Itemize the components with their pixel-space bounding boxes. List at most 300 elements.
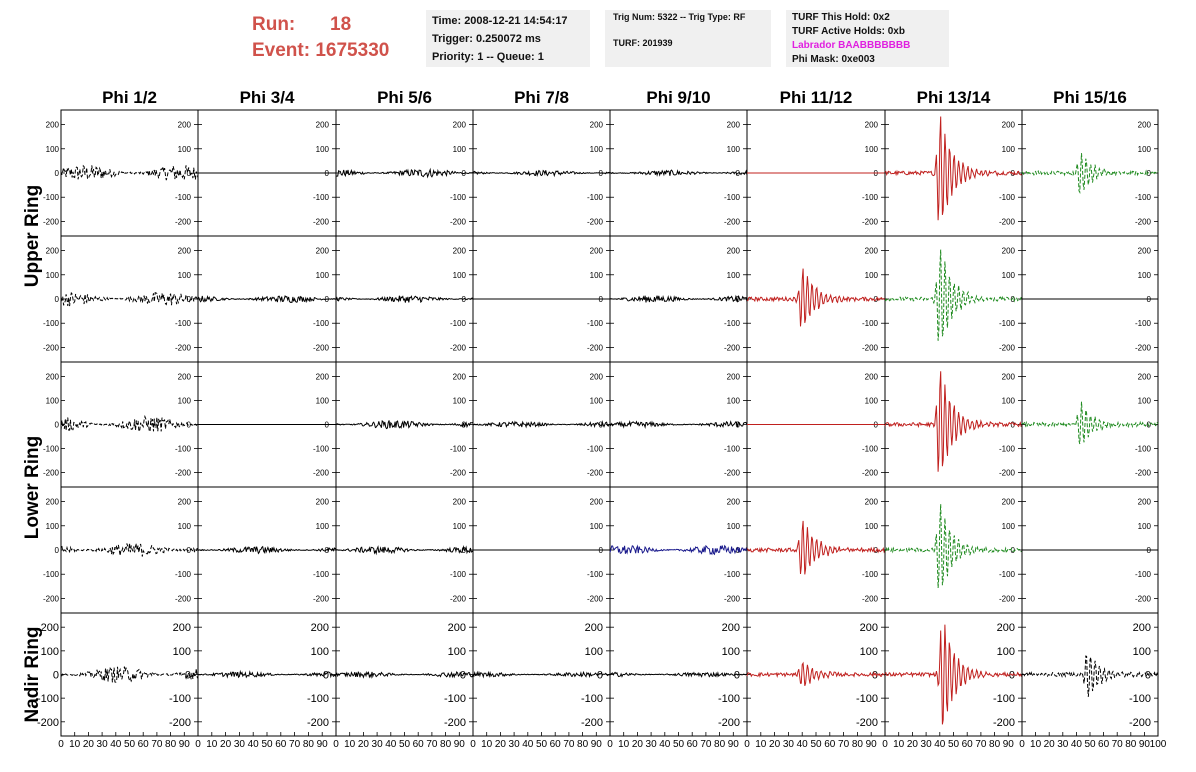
y-tick-label-left: 0: [54, 546, 59, 555]
y-tick-label: 200: [726, 120, 740, 130]
waveform-line: [473, 422, 610, 427]
y-tick-label-left: -100: [42, 193, 59, 203]
y-tick-label: -100: [855, 693, 878, 706]
time-line: Time: 2008-12-21 14:54:17: [432, 15, 568, 27]
y-tick-label: 200: [864, 497, 878, 507]
y-tick-label-left: 200: [45, 497, 59, 507]
y-tick-label: -100: [312, 444, 329, 454]
y-tick-label: 100: [310, 645, 329, 658]
y-tick-label: -200: [992, 716, 1015, 729]
y-tick-label: 0: [735, 420, 740, 430]
y-tick-label: 100: [864, 270, 878, 280]
y-tick-label: -200: [174, 343, 191, 353]
x-tick-label: 10: [344, 739, 356, 750]
x-tick-label: 40: [522, 739, 534, 750]
y-tick-label: 0: [322, 669, 329, 682]
y-tick-label: 100: [721, 645, 740, 658]
labrador-line: Labrador BAABBBBBBB: [792, 40, 911, 51]
y-tick-label: 100: [1137, 144, 1151, 154]
y-tick-label: -200: [312, 594, 329, 604]
y-tick-label: 200: [177, 120, 191, 130]
y-tick-label: 0: [1008, 669, 1015, 682]
y-tick-label-left: 100: [40, 645, 59, 658]
x-tick-label: 20: [82, 739, 94, 750]
y-tick-label: 100: [177, 270, 191, 280]
y-tick-label-left: -100: [42, 570, 59, 580]
y-tick-label: 0: [598, 295, 603, 304]
waveform-line: [198, 672, 336, 678]
x-tick-label: 50: [810, 739, 822, 750]
y-tick-label-left: -100: [42, 319, 59, 329]
y-tick-label: 100: [452, 396, 466, 406]
y-tick-label: -100: [449, 319, 466, 329]
y-tick-label: -200: [586, 594, 603, 604]
y-tick-label: 100: [589, 270, 603, 280]
x-tick-label: 80: [440, 739, 452, 750]
waveform-line: [473, 170, 610, 175]
y-tick-label: 200: [721, 622, 740, 635]
y-tick-label: -200: [312, 468, 329, 478]
y-tick-label: 200: [864, 120, 878, 130]
y-tick-label: 200: [859, 622, 878, 635]
x-tick-label: 0: [333, 739, 339, 750]
x-tick-label: 60: [1098, 739, 1110, 750]
trigger-line: Trigger: 0.250072 ms: [432, 33, 541, 45]
run-label: Run:: [252, 14, 296, 35]
y-tick-label: 200: [996, 622, 1015, 635]
y-tick-label: 0: [186, 169, 191, 178]
y-tick-label: 0: [324, 420, 329, 430]
y-tick-label: 0: [871, 669, 878, 682]
y-tick-label: -200: [580, 716, 603, 729]
x-tick-label: 70: [289, 739, 301, 750]
x-tick-label: 40: [385, 739, 397, 750]
y-tick-label-left: -200: [36, 716, 59, 729]
waveform-line: [61, 667, 198, 683]
y-tick-label: 0: [598, 420, 603, 430]
y-tick-label: -200: [1134, 468, 1151, 478]
y-tick-label: -100: [312, 193, 329, 203]
x-tick-label: 90: [727, 739, 739, 750]
x-tick-label: 10: [481, 739, 493, 750]
x-tick-label: 80: [851, 739, 863, 750]
y-tick-label: 100: [452, 521, 466, 531]
y-tick-label-left: -100: [36, 693, 59, 706]
y-tick-label: 100: [1137, 396, 1151, 406]
y-tick-label: 0: [1010, 295, 1015, 304]
waveform-line: [885, 371, 1022, 471]
y-tick-label: 0: [186, 546, 191, 555]
y-tick-label: 0: [461, 420, 466, 430]
y-tick-label: -100: [449, 193, 466, 203]
waveform-line: [336, 420, 473, 428]
column-header: Phi 7/8: [514, 88, 569, 107]
y-tick-label: 200: [1001, 246, 1015, 256]
y-tick-label: 100: [726, 144, 740, 154]
x-tick-label: 90: [316, 739, 328, 750]
y-tick-label: -100: [1134, 570, 1151, 580]
x-tick-label: 10: [1030, 739, 1042, 750]
x-tick-label: 60: [137, 739, 149, 750]
waveform-line: [61, 543, 198, 556]
y-tick-label: -200: [717, 716, 740, 729]
y-tick-label: -200: [312, 217, 329, 227]
ring-label: Nadir Ring: [22, 626, 43, 723]
x-tick-label: 20: [631, 739, 643, 750]
y-tick-label: 100: [447, 645, 466, 658]
x-tick-label: 90: [1002, 739, 1014, 750]
waveform-line: [610, 296, 747, 303]
y-tick-label: -200: [586, 343, 603, 353]
y-tick-label: 200: [589, 246, 603, 256]
y-tick-label: 100: [177, 396, 191, 406]
y-tick-label: 100: [1137, 270, 1151, 280]
y-tick-label: -100: [443, 693, 466, 706]
priority-line: Priority: 1 -- Queue: 1: [432, 51, 544, 63]
x-tick-label: 100: [1149, 739, 1167, 750]
y-tick-label: -200: [449, 468, 466, 478]
y-tick-label-left: 0: [54, 169, 59, 178]
y-tick-label: 0: [1146, 420, 1151, 430]
y-tick-label-left: 200: [45, 246, 59, 256]
run-value: 18: [330, 14, 352, 35]
x-tick-label: 80: [165, 739, 177, 750]
y-tick-label: -100: [998, 444, 1015, 454]
y-tick-label: 100: [1132, 645, 1151, 658]
y-tick-label: 200: [315, 120, 329, 130]
y-tick-label: 200: [726, 372, 740, 382]
y-tick-label: -200: [998, 468, 1015, 478]
x-tick-label: 40: [110, 739, 122, 750]
y-tick-label: -100: [723, 444, 740, 454]
y-tick-label: 200: [452, 372, 466, 382]
y-tick-label: -200: [723, 468, 740, 478]
y-tick-label: -200: [998, 594, 1015, 604]
y-tick-label: 200: [177, 372, 191, 382]
y-tick-label: -100: [586, 319, 603, 329]
y-tick-label: 200: [310, 622, 329, 635]
y-tick-label: -200: [174, 594, 191, 604]
y-tick-label: -200: [1134, 594, 1151, 604]
y-tick-label: 100: [177, 521, 191, 531]
y-tick-label-left: 0: [54, 420, 59, 430]
phi-mask-line: Phi Mask: 0xe003: [792, 54, 875, 65]
y-tick-label-left: 100: [45, 396, 59, 406]
x-tick-label: 90: [1138, 739, 1150, 750]
y-tick-label: 0: [461, 295, 466, 304]
y-tick-label-left: 200: [40, 622, 59, 635]
y-tick-label: -100: [449, 570, 466, 580]
x-tick-label: 0: [58, 739, 64, 750]
x-tick-label: 60: [549, 739, 561, 750]
y-tick-label: 200: [177, 246, 191, 256]
y-tick-label: 200: [726, 497, 740, 507]
y-tick-label: -100: [174, 319, 191, 329]
x-tick-label: 90: [865, 739, 877, 750]
x-tick-label: 60: [686, 739, 698, 750]
x-tick-label: 70: [975, 739, 987, 750]
waveform-line: [1022, 402, 1158, 444]
x-tick-label: 30: [233, 739, 245, 750]
y-tick-label: 0: [735, 169, 740, 178]
y-tick-label: 0: [1146, 295, 1151, 304]
waveform-line: [61, 165, 198, 180]
y-tick-label: 100: [172, 645, 191, 658]
y-tick-label: -100: [174, 444, 191, 454]
y-tick-label: 0: [324, 295, 329, 304]
y-tick-label: 0: [596, 669, 603, 682]
waveform-line: [336, 296, 473, 303]
y-tick-label: -100: [580, 693, 603, 706]
x-tick-label: 70: [426, 739, 438, 750]
x-tick-label: 20: [769, 739, 781, 750]
turf-active-line: TURF Active Holds: 0xb: [792, 26, 905, 37]
y-tick-label: 100: [589, 521, 603, 531]
x-tick-label: 90: [178, 739, 190, 750]
y-tick-label: -200: [174, 217, 191, 227]
y-tick-label: 200: [452, 120, 466, 130]
x-tick-label: 40: [247, 739, 259, 750]
y-tick-label-left: -200: [42, 468, 59, 478]
x-tick-label: 50: [947, 739, 960, 750]
column-header: Phi 9/10: [646, 88, 711, 107]
y-tick-label: -200: [723, 217, 740, 227]
y-tick-label: -100: [586, 570, 603, 580]
y-tick-label: 200: [1137, 246, 1151, 256]
x-tick-label: 40: [1070, 739, 1082, 750]
y-tick-label-left: 0: [54, 295, 59, 304]
x-tick-label: 50: [1084, 739, 1096, 750]
x-tick-label: 80: [1125, 739, 1137, 750]
y-tick-label: -100: [586, 444, 603, 454]
y-tick-label: 200: [1001, 120, 1015, 130]
waveform-line: [885, 625, 1022, 725]
y-tick-label: -100: [861, 319, 878, 329]
y-tick-label: 0: [324, 169, 329, 178]
x-tick-label: 90: [590, 739, 602, 750]
x-tick-label: 40: [934, 739, 946, 750]
waveform-line: [61, 417, 198, 432]
y-tick-label: 200: [172, 622, 191, 635]
y-tick-label: -100: [312, 319, 329, 329]
x-tick-label: 30: [508, 739, 520, 750]
x-tick-label: 30: [920, 739, 932, 750]
x-tick-label: 20: [220, 739, 232, 750]
y-tick-label: -100: [998, 570, 1015, 580]
x-tick-label: 50: [535, 739, 548, 750]
x-tick-label: 0: [607, 739, 613, 750]
y-tick-label: -200: [861, 217, 878, 227]
y-tick-label: 100: [1001, 144, 1015, 154]
y-tick-label: 100: [859, 645, 878, 658]
y-tick-label-left: -200: [42, 343, 59, 353]
y-tick-label: 100: [1001, 270, 1015, 280]
y-tick-label: 200: [315, 372, 329, 382]
x-tick-label: 20: [1043, 739, 1055, 750]
y-tick-label: 200: [1001, 497, 1015, 507]
y-tick-label: 100: [864, 396, 878, 406]
y-tick-label: -200: [1134, 343, 1151, 353]
y-tick-label: -100: [449, 444, 466, 454]
x-tick-label: 30: [645, 739, 657, 750]
column-header: Phi 15/16: [1053, 88, 1127, 107]
y-tick-label: -100: [861, 570, 878, 580]
x-tick-label: 70: [563, 739, 575, 750]
y-tick-label: -100: [1128, 693, 1151, 706]
y-tick-label: -100: [1134, 319, 1151, 329]
y-tick-label: 100: [726, 521, 740, 531]
y-tick-label: -200: [861, 594, 878, 604]
y-tick-label: -200: [861, 343, 878, 353]
y-tick-label: -200: [586, 217, 603, 227]
x-tick-label: 50: [398, 739, 411, 750]
column-header: Phi 5/6: [377, 88, 432, 107]
y-tick-label: 0: [324, 546, 329, 555]
x-tick-label: 60: [824, 739, 836, 750]
y-tick-label: 200: [589, 372, 603, 382]
y-tick-label: 100: [864, 144, 878, 154]
y-tick-label: 100: [315, 521, 329, 531]
x-tick-label: 60: [961, 739, 973, 750]
y-tick-label: -100: [174, 570, 191, 580]
column-header: Phi 13/14: [916, 88, 991, 107]
x-tick-label: 80: [577, 739, 589, 750]
x-tick-label: 30: [96, 739, 108, 750]
y-tick-label: -100: [168, 693, 191, 706]
turf-hold-line: TURF This Hold: 0x2: [792, 12, 890, 23]
waveform-line: [610, 422, 747, 427]
y-tick-label: -100: [717, 693, 740, 706]
y-tick-label: 200: [584, 622, 603, 635]
column-header: Phi 1/2: [102, 88, 157, 107]
y-tick-label: 200: [1137, 372, 1151, 382]
waveform-line: [1022, 656, 1158, 697]
y-tick-label: 200: [1001, 372, 1015, 382]
y-tick-label: -100: [1134, 444, 1151, 454]
y-tick-label: 0: [1146, 546, 1151, 555]
x-tick-label: 20: [357, 739, 369, 750]
y-tick-label: 100: [1001, 521, 1015, 531]
y-tick-label: -200: [306, 716, 329, 729]
y-tick-label: 0: [186, 295, 191, 304]
waveform-line: [198, 547, 336, 554]
y-tick-label-left: 0: [52, 669, 59, 682]
y-tick-label: 0: [459, 669, 466, 682]
x-tick-label: 0: [744, 739, 750, 750]
y-tick-label: 200: [589, 120, 603, 130]
y-tick-label: 0: [873, 295, 878, 304]
y-tick-label: -200: [861, 468, 878, 478]
y-tick-label: -200: [723, 343, 740, 353]
x-tick-label: 50: [672, 739, 685, 750]
x-tick-label: 50: [123, 739, 136, 750]
x-tick-label: 50: [261, 739, 273, 750]
y-tick-label: 200: [452, 497, 466, 507]
y-tick-label: -200: [998, 217, 1015, 227]
y-tick-label: 0: [186, 420, 191, 430]
y-tick-label: -100: [1134, 193, 1151, 203]
y-tick-label: -200: [443, 716, 466, 729]
y-tick-label: -200: [449, 343, 466, 353]
waveform-line: [610, 546, 747, 555]
waveform-line: [747, 663, 885, 686]
waveform-line: [610, 170, 747, 176]
waveform-line: [1022, 153, 1158, 192]
y-tick-label: 0: [1010, 420, 1015, 430]
y-tick-label: 0: [735, 546, 740, 555]
waveform-line: [336, 672, 473, 677]
waveform-line: [198, 296, 336, 302]
y-tick-label-left: 200: [45, 372, 59, 382]
y-tick-label: 0: [598, 169, 603, 178]
column-header: Phi 3/4: [239, 88, 295, 107]
y-tick-label: 200: [1137, 120, 1151, 130]
y-tick-label: -200: [998, 343, 1015, 353]
y-tick-label: -100: [861, 193, 878, 203]
y-tick-label-left: 100: [45, 270, 59, 280]
waveform-line: [885, 117, 1022, 221]
event-value: 1675330: [315, 40, 390, 61]
y-tick-label: -100: [723, 319, 740, 329]
y-tick-label: 100: [315, 144, 329, 154]
x-tick-label: 30: [782, 739, 794, 750]
x-tick-label: 90: [453, 739, 465, 750]
y-tick-label: 200: [864, 246, 878, 256]
y-tick-label-left: 100: [45, 521, 59, 531]
y-tick-label: 200: [177, 497, 191, 507]
event-label: Event:: [252, 40, 311, 61]
x-tick-label: 0: [1019, 739, 1025, 750]
waveform-line: [473, 672, 610, 676]
y-tick-label: -100: [861, 444, 878, 454]
x-tick-label: 20: [906, 739, 918, 750]
x-tick-label: 60: [412, 739, 424, 750]
y-tick-label: 100: [315, 396, 329, 406]
ring-label: Lower Ring: [22, 435, 43, 540]
y-tick-label: -200: [168, 716, 191, 729]
x-tick-label: 70: [700, 739, 712, 750]
y-tick-label: 200: [589, 497, 603, 507]
x-tick-label: 10: [206, 739, 218, 750]
y-tick-label: 100: [996, 645, 1015, 658]
x-tick-label: 70: [838, 739, 850, 750]
y-tick-label: -100: [723, 570, 740, 580]
y-tick-label: 100: [726, 270, 740, 280]
y-tick-label: 200: [447, 622, 466, 635]
waveform-line: [336, 170, 473, 177]
y-tick-label: -200: [586, 468, 603, 478]
y-tick-label: -100: [992, 693, 1015, 706]
y-tick-label: -100: [998, 193, 1015, 203]
y-tick-label: 0: [184, 669, 191, 682]
y-tick-label: -200: [855, 716, 878, 729]
y-tick-label: 0: [598, 546, 603, 555]
x-tick-label: 30: [1057, 739, 1069, 750]
y-tick-label: -100: [306, 693, 329, 706]
y-tick-label: 0: [1010, 169, 1015, 178]
x-tick-label: 80: [302, 739, 314, 750]
x-tick-label: 0: [470, 739, 476, 750]
y-tick-label: 0: [1144, 669, 1151, 682]
column-header: Phi 11/12: [779, 88, 853, 107]
x-tick-label: 80: [714, 739, 726, 750]
y-tick-label: 200: [864, 372, 878, 382]
y-tick-label: -200: [449, 594, 466, 604]
y-tick-label: 0: [1146, 169, 1151, 178]
y-tick-label-left: -200: [42, 217, 59, 227]
x-tick-label: 0: [882, 739, 888, 750]
y-tick-label-left: -100: [42, 444, 59, 454]
